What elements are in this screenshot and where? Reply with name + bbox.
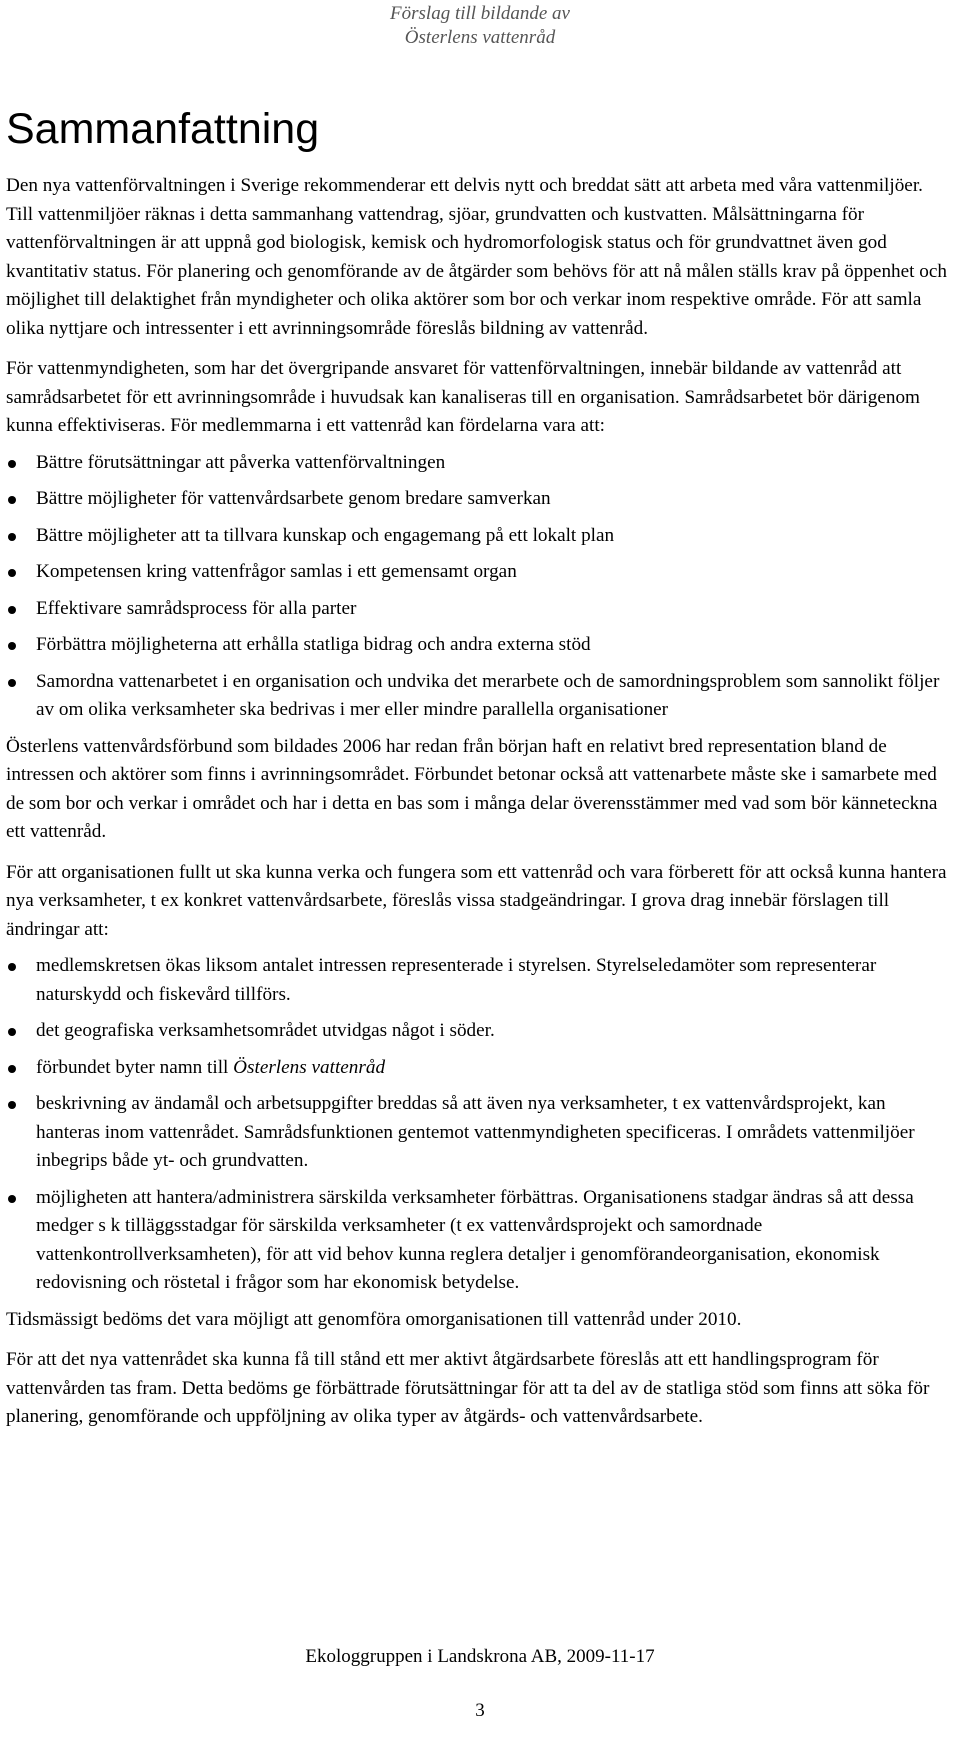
list-item: medlemskretsen ökas liksom antalet intressen representerade i styrelsen. Styrelseledamöter som representerar naturskydd och fiskevård tillförs.: [6, 952, 954, 1009]
page-header: [0, 2, 960, 50]
list-item: Förbättra möjligheterna att erhålla statliga bidrag och andra externa stöd: [6, 631, 954, 660]
list-item: Bättre förutsättningar att påverka vattenförvaltningen: [6, 449, 954, 478]
list-item: det geografiska verksamhetsområdet utvidgas något i söder.: [6, 1017, 954, 1046]
benefits-list: [6, 449, 954, 725]
new-name: Österlens vattenråd: [233, 1056, 386, 1078]
page-title: Sammanfattning: [6, 105, 320, 153]
changes-list: [6, 952, 954, 1298]
paragraph-vattenmyndigheten: För vattenmyndigheten, som har det övergripande ansvaret för vattenförvaltningen, innebär bildande av vattenråd att samrådsarbetet för ett avrinningsområde i huvudsak kan kanaliseras till en organisation. Samrådsarbetet bör därigenom kunna effektiviseras. För medlemmarna i ett vattenråd kan fördelarna vara att:: [6, 358, 920, 436]
list-item: Samordna vattenarbetet i en organisation och undvika det merarbete och de samordningsproblem som sannolikt följer av om olika verksamheter ska bedrivas i mer eller mindre parallella organisationer: [6, 668, 954, 725]
paragraph-organisation: För att organisationen fullt ut ska kunna verka och fungera som ett vattenråd och vara förberett för att också kunna hantera nya verksamheter, t ex konkret vattenvårdsarbete, föreslås vissa stadgeändringar. I grova drag innebär förslagen till ändringar att:: [6, 861, 947, 940]
list-item: Kompetensen kring vattenfrågor samlas i ett gemensamt organ: [6, 558, 954, 587]
page-footer: Ekologgruppen i Landskrona AB, 2009-11-17: [305, 1646, 655, 1667]
list-item: Bättre möjligheter för vattenvårdsarbete genom bredare samverkan: [6, 485, 954, 514]
list-item: beskrivning av ändamål och arbetsuppgifter breddas så att även nya verksamheter, t ex vattenvårdsprojekt, kan hanteras inom vattenrådet. Samrådsfunktionen gentemot vattenmyndigheten specificeras. I områdets vattenmiljöer inbegrips både yt- och grundvatten.: [6, 1090, 954, 1176]
document-body: [6, 172, 954, 1444]
list-item: möjligheten att hantera/administrera särskilda verksamheter förbättras. Organisationens stadgar ändras så att dessa medger s k tilläggsstadgar för särskilda verksamheter (t ex vattenvårdsprojekt och samordnade vattenkontrollverksamheten), för att vid behov kunna reglera detaljer i genomförandeorganisation, ekonomisk redovisning och röstetal i frågor som har ekonomisk betydelse.: [6, 1184, 954, 1298]
list-item: [6, 1054, 954, 1083]
rename-text: förbundet byter namn till: [36, 1056, 234, 1078]
paragraph-timing: Tidsmässigt bedöms det vara möjligt att genomföra omorganisationen till vattenråd under 2010.: [6, 1308, 742, 1330]
list-item: Bättre möjligheter att ta tillvara kunskap och engagemang på ett lokalt plan: [6, 522, 954, 551]
paragraph-intro: Den nya vattenförvaltningen i Sverige rekommenderar ett delvis nytt och breddat sätt att arbeta med våra vattenmiljöer. Till vattenmiljöer räknas i detta sammanhang vattendrag, sjöar, grundvatten och kustvatten. Målsättningarna för vattenförvaltningen är att uppnå god biologisk, kemisk och hydromorfologisk status och för grundvattnet även god kvantitativ status. För planering och genomförande av de åtgärder som behövs för att nå målen ställs krav på öppenhet och möjlighet till delaktighet från myndigheter och olika aktörer som bor och verkar inom respektive område. För att samla olika nyttjare och intressenter i ett avrinningsområde föreslås bildning av vattenråd.: [6, 175, 947, 339]
list-item: Effektivare samrådsprocess för alla parter: [6, 595, 954, 624]
paragraph-handlingsprogram: För att det nya vattenrådet ska kunna få till stånd ett mer aktivt åtgärdsarbete föreslås att ett handlingsprogram för vattenvården tas fram. Detta bedöms ge förbättrade förutsättningar för att ta del av de statliga stöd som finns att söka för planering, genomförande och uppföljning av olika typer av åtgärds- och vattenvårdsarbete.: [6, 1349, 930, 1427]
header-line-1: Förslag till bildande av: [390, 3, 570, 24]
page-number: 3: [475, 1700, 485, 1721]
header-line-2: Österlens vattenråd: [404, 27, 556, 48]
paragraph-vattenvardsforbund: Österlens vattenvårdsförbund som bildades 2006 har redan från början haft en relativt bred representation bland de intressen och aktörer som finns i avrinningsområdet. Förbundet betonar också att vattenarbete måste ske i samarbete med de som bor och verkar i området och har i detta en bas som i många delar överensstämmer med vad som bör känneteckna ett vattenråd.: [6, 735, 938, 842]
